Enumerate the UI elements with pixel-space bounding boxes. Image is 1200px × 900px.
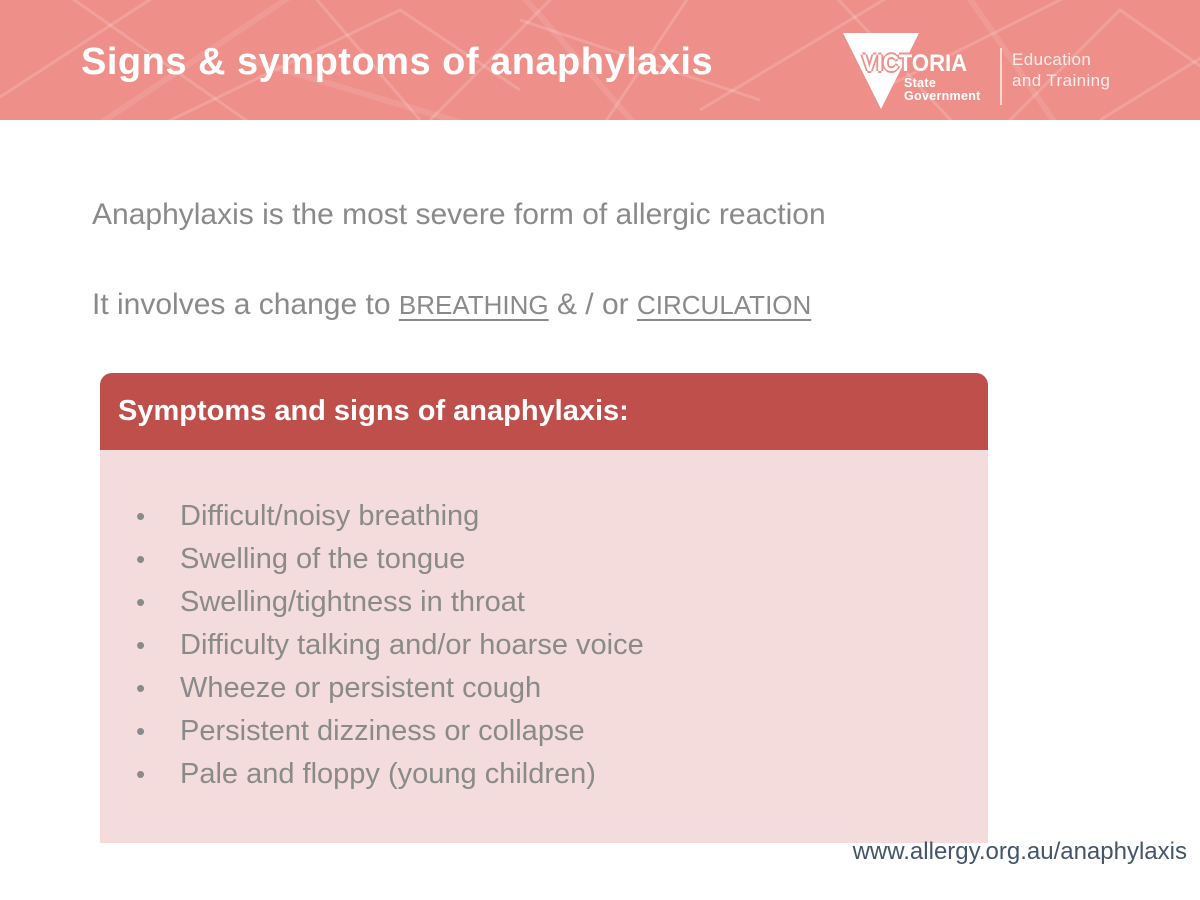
dept-line-1: Education (1012, 50, 1092, 69)
bullet-icon: • (136, 630, 146, 660)
symptoms-box-body (100, 450, 988, 843)
bullet-icon: • (136, 673, 146, 703)
state-government-label (904, 77, 981, 103)
list-item-text: Wheeze or persistent cough (180, 672, 542, 704)
victoria-wordmark: VICTORIA (862, 50, 968, 77)
list-item (100, 495, 988, 538)
bullet-icon: • (136, 759, 146, 789)
bullet-icon: • (136, 501, 146, 531)
state-line: State (904, 76, 937, 90)
government-line: Government (904, 89, 981, 103)
footer-url: www.allergy.org.au/anaphylaxis (852, 838, 1187, 865)
list-item (100, 710, 988, 753)
circulation-term: CIRCULATION (636, 290, 812, 320)
victoria-logo (840, 0, 1180, 120)
list-item-text: Swelling of the tongue (180, 543, 466, 575)
intro-line-2-prefix: It involves a change to (92, 288, 399, 321)
breathing-term: BREATHING (398, 290, 549, 320)
list-item-text: Difficulty talking and/or hoarse voice (180, 629, 644, 661)
list-item (100, 753, 988, 796)
page-title: Signs & symptoms of anaphylaxis (81, 41, 714, 83)
logo-divider (1000, 48, 1002, 105)
symptoms-box (100, 373, 988, 843)
symptoms-list (100, 450, 988, 796)
list-item-text: Persistent dizziness or collapse (180, 715, 585, 747)
intro-line-2-middle: & / or (548, 288, 637, 321)
intro-line-1: Anaphylaxis is the most severe form of allergic reaction (92, 198, 826, 231)
list-item-text: Swelling/tightness in throat (180, 586, 525, 618)
list-item (100, 667, 988, 710)
intro-line-2 (92, 288, 811, 322)
list-item-text: Pale and floppy (young children) (180, 758, 596, 790)
list-item (100, 624, 988, 667)
dept-line-2: and Training (1012, 71, 1111, 90)
list-item (100, 581, 988, 624)
bullet-icon: • (136, 587, 146, 617)
education-training-label (1012, 49, 1110, 91)
bullet-icon: • (136, 544, 146, 574)
bullet-icon: • (136, 716, 146, 746)
list-item (100, 538, 988, 581)
symptoms-box-header: Symptoms and signs of anaphylaxis: (100, 373, 988, 450)
list-item-text: Difficult/noisy breathing (180, 500, 480, 532)
header-band (0, 0, 1200, 120)
